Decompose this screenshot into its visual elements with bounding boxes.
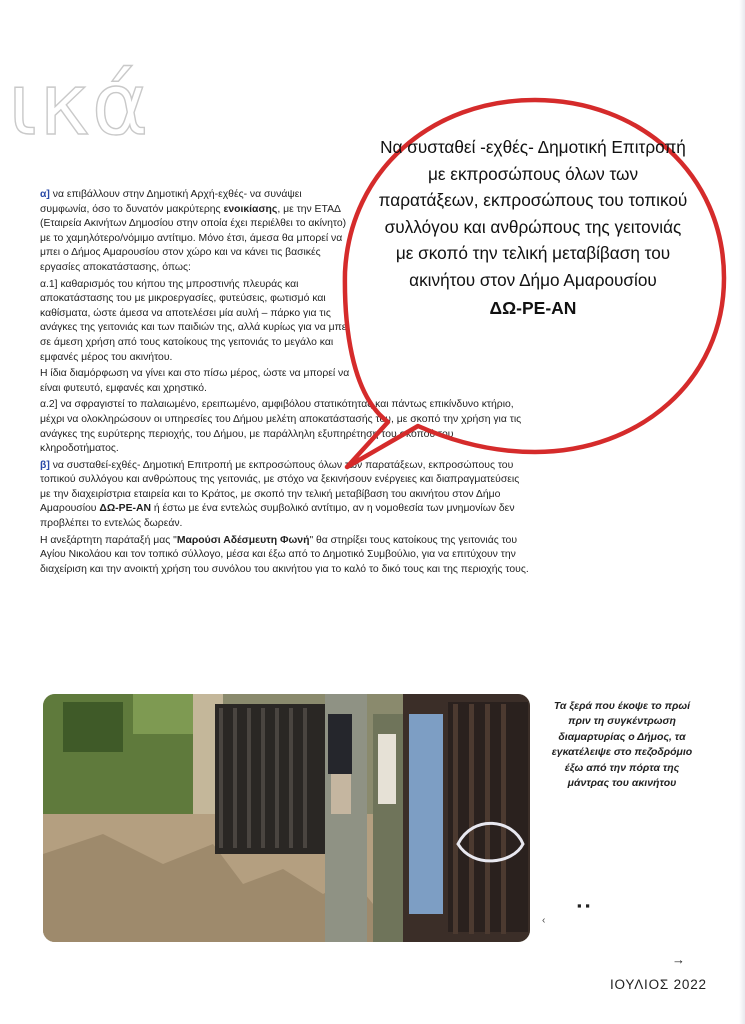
- decorative-dots: ▪ ▪: [577, 898, 590, 913]
- page-edge: [739, 0, 745, 1024]
- decorative-mark: ‹: [542, 915, 546, 926]
- paragraph-a: [40, 188, 350, 276]
- paragraph-a-text-1: να επιβάλλουν στην Δημοτική Αρχή-εχθές- να συνάψει συμφωνία, όσο το δυνατόν μακρύτερης: [40, 189, 302, 215]
- pull-quote-text: Να συσταθεί -εχθές- Δημοτική Επιτροπή με εκπροσώπους όλων των παρατάξεων, εκπροσώπους του τοπικού συλλόγου και ανθρώπους της γειτονιάς με σκοπό την τελική μεταβίβαση του ακινήτου στον Δήμο Αμαρουσίου: [378, 137, 688, 290]
- pull-quote-bold: ΔΩ-ΡΕ-ΑΝ: [489, 297, 577, 318]
- photo-caption: Τα ξερά που έκοψε το πρωί πριν τη συγκέντρωση διαμαρτυρίας ο Δήμος, τα εγκατέλειψε στο πεζοδρόμιο έξω από την πόρτα της μάντρας του ακινήτου: [551, 700, 693, 790]
- closing-text-1: Η ανεξάρτητη παράταξή μας ": [40, 534, 177, 546]
- paragraph-a1-back: Η ίδια διαμόρφωση να γίνει και στο πίσω μέρος, ώστε να μπορεί να είναι φυτευτό, εμφανές και χρηστικό.: [40, 368, 350, 394]
- label-b: β]: [40, 459, 50, 471]
- article-photo: [43, 694, 530, 942]
- paragraph-b-text-1: να συσταθεί-εχθές- Δημοτική Επιτροπή με εκπροσώπους όλων των παρατάξεων, εκπροσώπους του τοπικού συλλόγου και ανθρώπους της γειτονιάς, με στόχο να ξεκινήσουν ενέργειες και διαπραγματεύσεις με την διαχειρίστρια εταιρεία και το Κράτος, με σκοπό την τελική μεταβίβαση του ακινήτου στον Δήμο Αμαρουσίου: [40, 459, 520, 515]
- pull-quote: [378, 134, 688, 321]
- arrow-icon: →: [672, 952, 685, 967]
- paragraph-b-bold: ΔΩ-ΡΕ-ΑΝ: [99, 503, 151, 515]
- paragraph-a-bold: ενοικίασης: [223, 203, 278, 215]
- paragraph-b-text-2: ή έστω με ένα εντελώς συμβολικό αντίτιμο, αν η νομοθεσία των μνημονίων δεν προβλέπει το εντελώς δωρεάν.: [40, 503, 515, 530]
- paragraph-b: [40, 459, 530, 532]
- label-a: α]: [40, 189, 50, 200]
- closing-text-2: " θα στηρίξει τους κατοίκους της γειτονιάς του Αγίου Νικολάου και τον τοπικό σύλλογο, μέσα και έξω από το Δημοτικό Συμβούλιο, για να επιτύχουν την διαχείριση και την ανοικτή χρήση του συνόλου του ακινήτου για το καλό το δικό τους και της περιοχής τους.: [40, 534, 529, 575]
- paragraph-a1: α.1] καθαρισμός του κήπου της μπροστινής πλευράς και αποκατάστασης του με μικροεργασίες, φυτεύσεις, φωτισμό και καθίσματα, ώστε άμεσα να αποτελέσει μία αυλή – πάρκο για τις ανάγκες της γειτονιάς και των παιδιών της, αλλά κυρίως για να μπει σε άμεση χρήση από τους κατοίκους της γειτονιάς το μεγάλο και εμφανές μέρος του ακινήτου.: [40, 278, 349, 363]
- paragraph-a2: α.2] να σφραγιστεί το παλαιωμένο, ερειπωμένο, αμφιβόλου στατικότητας και πάντως επικίνδυνο κτήριο, μέχρι να ολοκληρώσουν οι υπηρεσίες του Δήμου μελέτη αποκατάστασής του, με σκοπό την χρήση για τις ανάγκες της ευρύτερης περιοχής, του Δήμου, με παράλληλη εξυπηρέτηση του σκοπού του κληροδοτήματος.: [40, 399, 522, 455]
- photo-scene: [43, 694, 530, 942]
- closing-paragraph: [40, 534, 530, 578]
- paragraph-a-text-2: , με την ΕΤΑΔ (Εταιρεία Ακινήτων Δημοσίου στην οποία έχει περιέλθει το ακίνητο) με το χαμηλότερο/νόμιμο αντίτιμο. Μόνο έτσι, άμεσα θα μπορεί να μπει ο Δήμος Αμαρουσίου στον χώρο και να κάνει τις βασικές εργασίες αποκατάστασης, όπως:: [40, 203, 347, 273]
- issue-footer: ΙΟΥΛΙΟΣ 2022: [610, 977, 707, 992]
- closing-bold: Μαρούσι Αδέσμευτη Φωνή: [176, 534, 310, 546]
- heading-fragment: ικά: [8, 55, 151, 155]
